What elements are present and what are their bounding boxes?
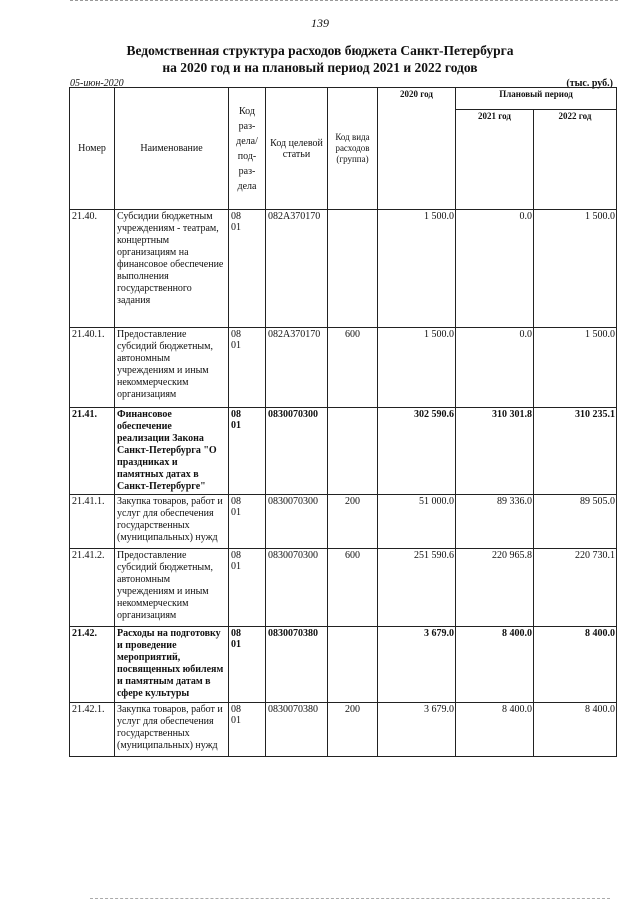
header-expense-type-code: Код вида расходов (группа) [328,88,378,210]
title-line-2: на 2020 год и на плановый период 2021 и 2022 годов [162,60,478,75]
document-date: 05-июн-2020 [70,78,124,89]
table-row [70,549,617,627]
row-value-2022: 8 400.0 [534,703,617,757]
row-target-code: 0830070300 [266,495,328,549]
top-border-line [70,0,618,1]
subsection-code: 01 [231,507,241,518]
row-name: Финансовое обеспечение реализации Закона Санкт-Петербурга "О праздниках и памятных датах в Санкт-Петербурге" [115,408,229,495]
row-expense-type [328,408,378,495]
section-code: 08 [231,329,241,340]
row-value-2020: 1 500.0 [378,210,456,328]
row-value-2020: 302 590.6 [378,408,456,495]
table-body [70,210,617,757]
bottom-border-line [90,898,610,899]
header-name: Наименование [115,88,229,210]
row-expense-type: 200 [328,703,378,757]
subsection-code: 01 [231,561,241,572]
row-name: Субсидии бюджетным учреждениям - театрам, концертным организациям на финансовое обеспечение выполнения государственного задания [115,210,229,328]
row-value-2022: 1 500.0 [534,210,617,328]
row-value-2020: 3 679.0 [378,703,456,757]
row-value-2021: 0.0 [456,328,534,408]
header-number: Номер [70,88,115,210]
header-planned-period: Плановый период [456,88,617,110]
document-title [0,42,640,76]
row-section-code [229,408,266,495]
budget-table [69,87,617,757]
row-name: Закупка товаров, работ и услуг для обеспечения государственных (муниципальных) нужд [115,703,229,757]
row-expense-type: 600 [328,549,378,627]
row-name: Расходы на подготовку и проведение мероприятий, посвященных юбилеям и памятным датам в сфере культуры [115,627,229,703]
row-section-code [229,328,266,408]
row-value-2022: 220 730.1 [534,549,617,627]
units-label: (тыс. руб.) [566,78,613,89]
header-year-2022: 2022 год [534,110,617,210]
subsection-code: 01 [231,715,241,726]
row-name: Закупка товаров, работ и услуг для обеспечения государственных (муниципальных) нужд [115,495,229,549]
subsection-code: 01 [231,420,241,431]
subsection-code: 01 [231,639,241,650]
row-target-code: 082А370170 [266,210,328,328]
row-section-code [229,549,266,627]
row-target-code: 0830070380 [266,627,328,703]
row-value-2020: 51 000.0 [378,495,456,549]
row-section-code [229,210,266,328]
row-expense-type [328,210,378,328]
row-value-2020: 1 500.0 [378,328,456,408]
row-target-code: 0830070300 [266,408,328,495]
section-code: 08 [231,211,241,222]
row-number: 21.41.1. [70,495,115,549]
table-row [70,408,617,495]
row-target-code: 0830070300 [266,549,328,627]
table-row [70,328,617,408]
row-value-2021: 310 301.8 [456,408,534,495]
table-row [70,210,617,328]
row-value-2022: 89 505.0 [534,495,617,549]
section-code: 08 [231,704,241,715]
row-value-2021: 8 400.0 [456,627,534,703]
row-number: 21.40. [70,210,115,328]
row-expense-type [328,627,378,703]
row-value-2021: 8 400.0 [456,703,534,757]
section-code: 08 [231,550,241,561]
header-section-code: Код раз-дела/ под-раз-дела [229,88,266,210]
row-target-code: 0830070380 [266,703,328,757]
page-number: 139 [311,16,329,30]
header-year-2021: 2021 год [456,110,534,210]
row-value-2021: 89 336.0 [456,495,534,549]
header-year-2020: 2020 год [378,88,456,210]
table-row [70,495,617,549]
row-number: 21.40.1. [70,328,115,408]
section-code: 08 [231,409,241,420]
row-value-2022: 1 500.0 [534,328,617,408]
row-section-code [229,495,266,549]
row-expense-type: 200 [328,495,378,549]
row-value-2021: 220 965.8 [456,549,534,627]
section-code: 08 [231,496,241,507]
row-expense-type: 600 [328,328,378,408]
section-code: 08 [231,628,241,639]
subsection-code: 01 [231,340,241,351]
row-value-2022: 8 400.0 [534,627,617,703]
row-value-2020: 3 679.0 [378,627,456,703]
row-value-2021: 0.0 [456,210,534,328]
subsection-code: 01 [231,222,241,233]
table-row [70,627,617,703]
row-name: Предоставление субсидий бюджетным, автономным учреждениям и иным некоммерческим организациям [115,328,229,408]
row-number: 21.41. [70,408,115,495]
table-row [70,703,617,757]
row-number: 21.41.2. [70,549,115,627]
row-section-code [229,703,266,757]
row-number: 21.42. [70,627,115,703]
title-line-1: Ведомственная структура расходов бюджета Санкт-Петербурга [126,43,514,58]
row-number: 21.42.1. [70,703,115,757]
row-value-2020: 251 590.6 [378,549,456,627]
row-section-code [229,627,266,703]
row-value-2022: 310 235.1 [534,408,617,495]
header-target-code: Код целевой статьи [266,88,328,210]
row-name: Предоставление субсидий бюджетным, автономным учреждениям и иным некоммерческим организациям [115,549,229,627]
row-target-code: 082А370170 [266,328,328,408]
